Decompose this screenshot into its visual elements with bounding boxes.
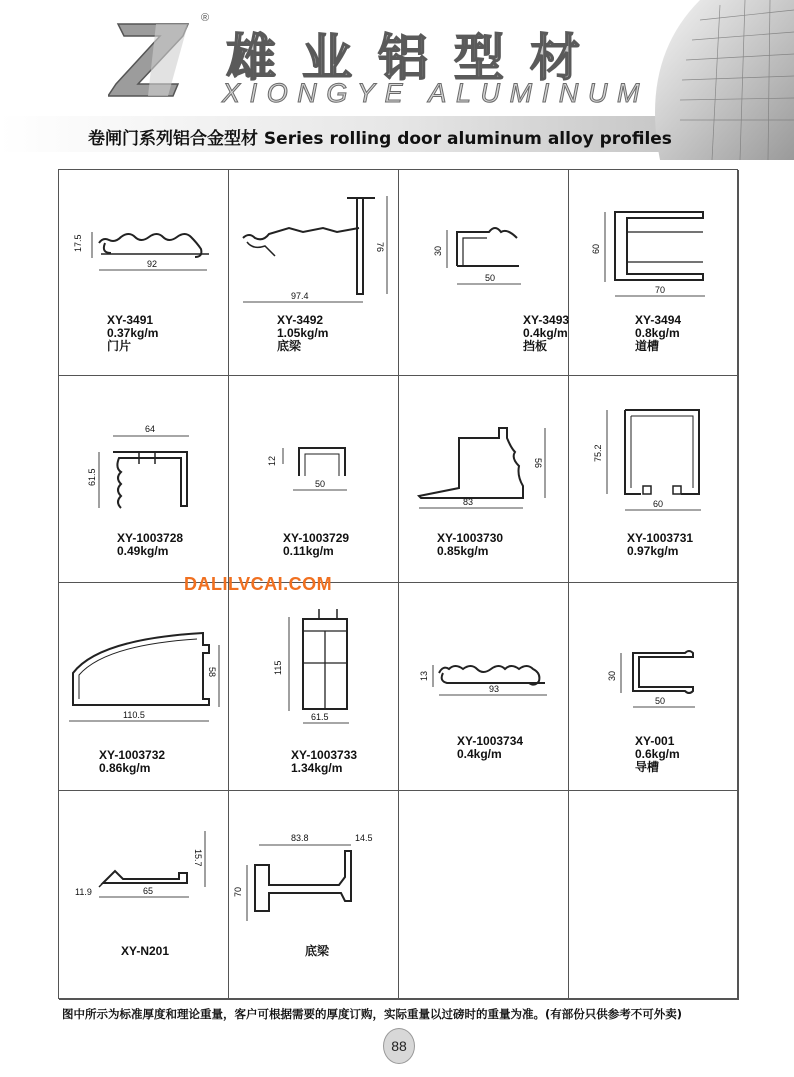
dimension-label: 60 [591, 243, 601, 254]
profile-label [437, 532, 503, 558]
profile-cell [59, 583, 229, 791]
empty-cell [399, 791, 569, 1000]
dimension-label: 14.5 [355, 833, 373, 843]
profile-weight: 0.4kg/m [523, 326, 568, 340]
profile-weight: 1.34kg/m [291, 761, 343, 775]
dimension-label: 17.5 [73, 234, 83, 252]
profile-drawing-xy-n201 [59, 791, 229, 1000]
dimension-label: 83.8 [291, 833, 309, 843]
dimension-label: 50 [315, 479, 326, 489]
profile-name: 挡板 [523, 339, 548, 353]
profile-code: XY-3492 [277, 313, 324, 327]
profile-weight: 0.37kg/m [107, 326, 159, 340]
profile-label [635, 314, 681, 353]
empty-cell [569, 791, 739, 1000]
profile-weight: 1.05kg/m [277, 326, 329, 340]
profile-code: XY-1003730 [437, 531, 504, 545]
dimension-label: 30 [607, 670, 617, 681]
brand-logo-icon [108, 14, 198, 104]
footnote: 图中所示为标准厚度和理论重量，客户可根据需要的厚度订购，实际重量以过磅时的重量为准。(有部份只供参考不可外卖) [62, 1007, 683, 1021]
dimension-label: 12 [267, 455, 277, 466]
dimension-label: 13 [419, 670, 429, 681]
profile-code: XY-1003733 [291, 748, 358, 762]
dimension-label: 97.4 [291, 291, 309, 301]
profile-label [635, 735, 680, 774]
profile-cell [229, 583, 399, 791]
profile-code: XY-1003731 [627, 531, 694, 545]
dimension-label: 15.7 [193, 849, 203, 867]
profile-weight: 0.85kg/m [437, 544, 489, 558]
profile-code: XY-3494 [635, 313, 682, 327]
profile-name: 导槽 [635, 760, 660, 774]
profile-label [99, 749, 165, 775]
watermark: DALILVCAI.COM [184, 574, 333, 594]
profile-cell [399, 170, 569, 376]
profile-code: XY-1003728 [117, 531, 184, 545]
profile-weight: 0.6kg/m [635, 747, 680, 761]
dimension-label: 93 [489, 684, 500, 694]
profile-label [283, 532, 349, 558]
brand-name-english: XIONGYE ALUMINUM [222, 78, 650, 108]
dimension-label: 75.2 [593, 444, 603, 462]
profile-label [305, 945, 329, 958]
profile-name: 底梁 [277, 339, 302, 353]
profile-code: XY-1003729 [283, 531, 350, 545]
page-number: 88 [383, 1028, 415, 1064]
dimension-label: 11.9 [75, 887, 92, 897]
profile-code: XY-1003732 [99, 748, 166, 762]
profile-code: XY-N201 [121, 944, 170, 958]
profile-code: XY-3491 [107, 313, 154, 327]
profile-code: XY-001 [635, 734, 675, 748]
profile-cell [569, 170, 739, 376]
dimension-label: 50 [485, 273, 496, 283]
profile-weight: 0.97kg/m [627, 544, 679, 558]
dimension-label: 60 [653, 499, 664, 509]
dimension-label: 83 [463, 497, 474, 507]
dimension-label: 50 [655, 696, 666, 706]
profile-label [277, 314, 328, 353]
profile-cell [59, 791, 229, 1000]
profile-code: XY-3493 [523, 313, 570, 327]
profile-label [627, 532, 693, 558]
profile-name: 底梁 [305, 944, 330, 958]
profile-cell [229, 170, 399, 376]
profile-cell [229, 376, 399, 583]
profile-cell [569, 376, 739, 583]
profile-label [107, 314, 158, 353]
dimension-label: 56 [533, 458, 543, 469]
dimension-label: 64 [145, 424, 156, 434]
page-title: 卷闸门系列铝合金型材 Series rolling door aluminum alloy profiles [88, 129, 672, 149]
profile-label [121, 945, 169, 958]
profile-name: 道槽 [635, 339, 660, 353]
profile-cell [399, 376, 569, 583]
dimension-label: 70 [655, 285, 666, 295]
dimension-label: 61.5 [311, 712, 329, 722]
dimension-label: 92 [147, 259, 158, 269]
brand-name-chinese: 雄业铝型材 [226, 29, 606, 87]
profile-weight: 0.49kg/m [117, 544, 169, 558]
dimension-label: 115 [273, 660, 283, 675]
dimension-label: 65 [143, 886, 154, 896]
profile-drawing-bottom-beam [229, 791, 399, 1000]
profile-cell [59, 170, 229, 376]
registered-mark: ® [201, 12, 210, 24]
profile-weight: 0.86kg/m [99, 761, 151, 775]
profile-label [117, 532, 183, 558]
profile-cell [229, 791, 399, 1000]
profile-grid [58, 169, 738, 999]
dimension-label: 76 [375, 242, 385, 253]
profile-weight: 0.11kg/m [283, 544, 334, 558]
profile-label [457, 735, 523, 761]
dimension-label: 61.5 [87, 468, 97, 486]
profile-label [523, 314, 569, 353]
profile-cell [59, 376, 229, 583]
profile-cell [399, 583, 569, 791]
profile-weight: 0.8kg/m [635, 326, 680, 340]
dimension-label: 70 [233, 886, 243, 897]
profile-code: XY-1003734 [457, 734, 524, 748]
profile-cell [569, 583, 739, 791]
profile-name: 门片 [107, 339, 132, 353]
dimension-label: 58 [207, 667, 217, 678]
dimension-label: 110.5 [123, 710, 145, 720]
page-header [0, 0, 794, 160]
dimension-label: 30 [433, 245, 443, 256]
profile-weight: 0.4kg/m [457, 747, 502, 761]
profile-label [291, 749, 357, 775]
